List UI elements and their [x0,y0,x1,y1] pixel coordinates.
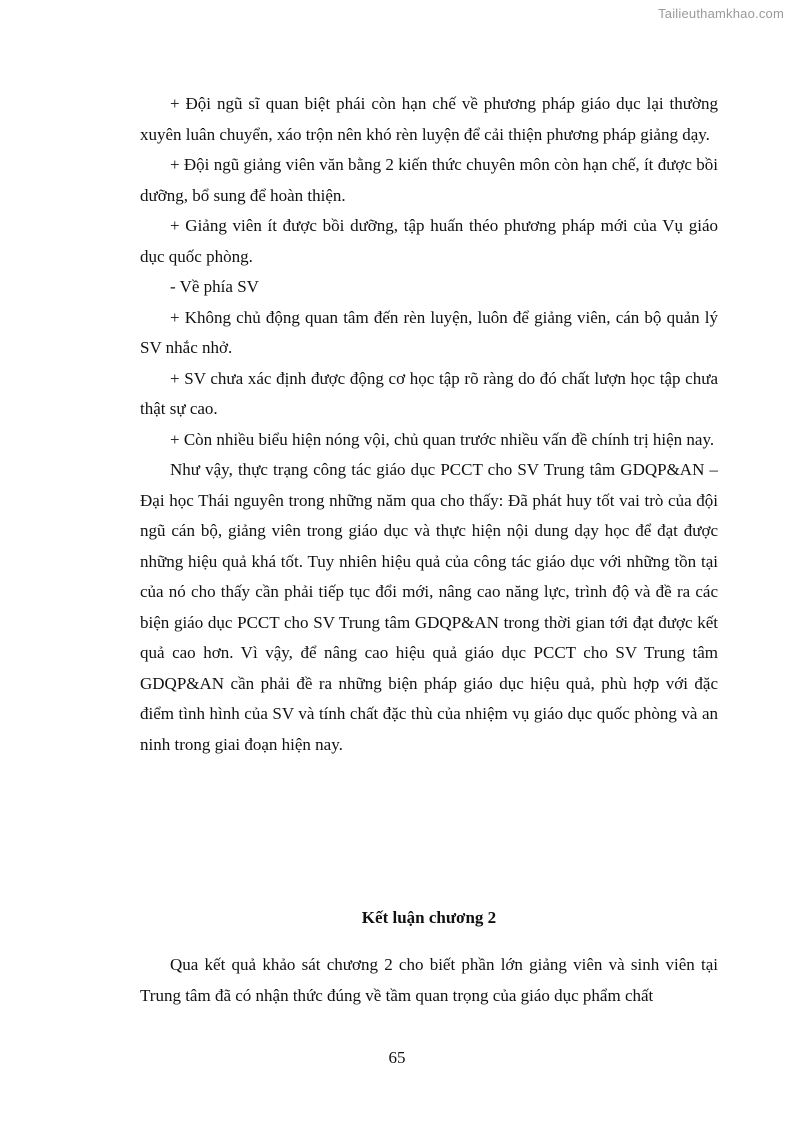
paragraph: - Về phía SV [170,277,259,296]
section-heading: Kết luận chương 2 [361,908,497,927]
paragraph: Như vậy, thực trạng công tác giáo dục PCCT cho SV Trung tâm GDQP&AN – Đại học Thái nguyên trong những năm qua cho thấy: Đã phát huy tốt vai trò của đội ngũ cán bộ, giảng viên trong giáo dục và thực hiện nội dung dạy học để đạt được những hiệu quả khá tốt. Tuy nhiên hiệu quả của công tác giáo dục với những tồn tại của nó cho thấy cần phải tiếp tục đổi mới, nâng cao năng lực, trình độ và đề ra các biện giáo dục PCCT cho SV Trung tâm GDQP&AN trong thời gian tới đạt được kết quả cao hơn. Vì vậy, để nâng cao hiệu quả giáo dục PCCT cho SV Trung tâm GDQP&AN cần phải đề ra những biện pháp giáo dục hiệu quả, phù hợp với đặc điểm tình hình của SV và tính chất đặc thù của nhiệm vụ giáo dục quốc phòng và an ninh trong giai đoạn hiện nay. [140,460,718,754]
body-text [140,89,718,760]
paragraph: + Giảng viên ít được bồi dưỡng, tập huấn théo phương pháp mới của Vụ giáo dục quốc phòng. [140,216,718,266]
watermark-text: Tailieuthamkhao.com [658,6,784,21]
paragraph: + Đội ngũ sĩ quan biệt phái còn hạn chế về phương pháp giáo dục lại thường xuyên luân chuyển, xáo trộn nên khó rèn luyện để cải thiện phương pháp giảng dạy. [140,94,718,144]
paragraph: + SV chưa xác định được động cơ học tập rõ ràng do đó chất lượn học tập chưa thật sự cao. [140,368,718,418]
paragraph: + Còn nhiều biểu hiện nóng vội, chủ quan trước nhiều vấn đề chính trị hiện nay. [170,429,715,449]
paragraph: + Không chủ động quan tâm đến rèn luyện, luôn để giảng viên, cán bộ quản lý SV nhắc nhở. [140,307,718,357]
paragraph: + Đội ngũ giảng viên văn bằng 2 kiến thức chuyên môn còn hạn chế, ít được bồi dưỡng, bổ sung để hoàn thiện. [140,155,718,205]
conclusion-paragraph: Qua kết quả khảo sát chương 2 cho biết phần lớn giảng viên và sinh viên tại Trung tâm đã có nhận thức đúng về tầm quan trọng của giáo dục phẩm chất [140,955,718,1005]
page-number: 65 [388,1048,406,1067]
